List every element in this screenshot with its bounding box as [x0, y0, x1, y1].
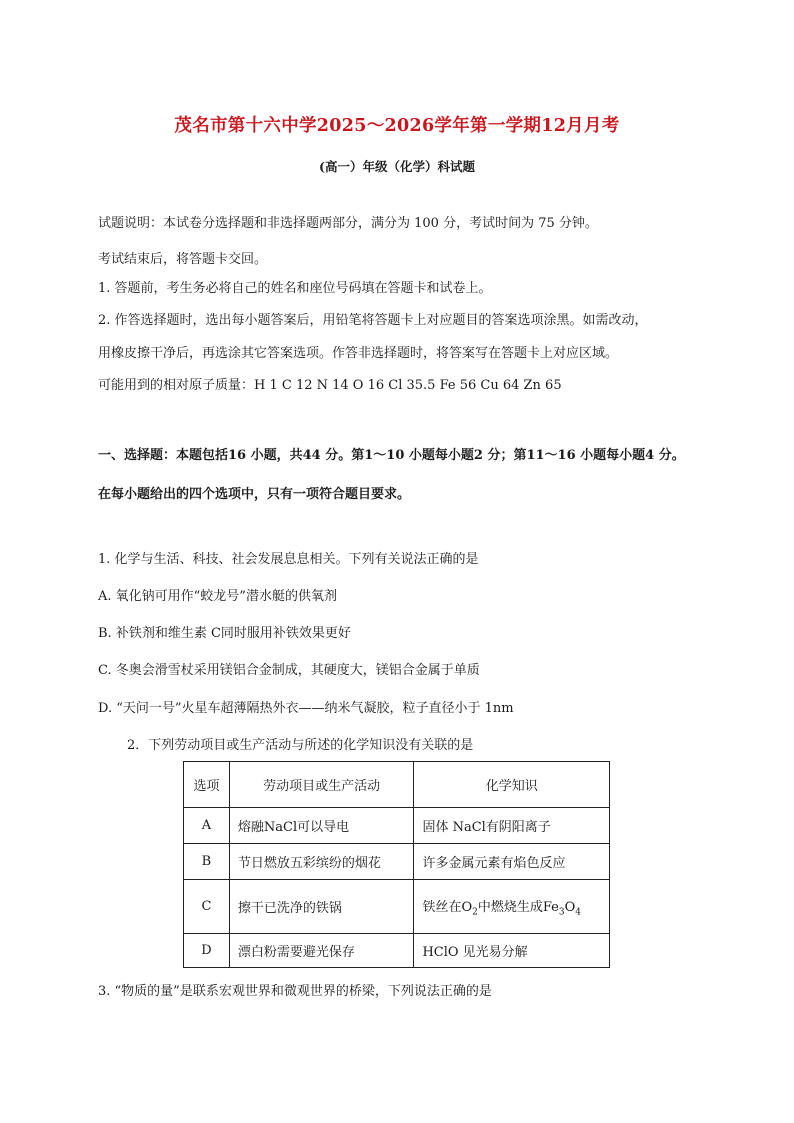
- instruction-line: 试题说明：本试卷分选择题和非选择题两部分，满分为 100 分，考试时间为 75 分钟。: [98, 216, 598, 231]
- table-cell-activity: 擦干已洗净的铁锅: [229, 880, 414, 934]
- subscript: 3: [558, 907, 565, 918]
- table-cell-activity: 漂白粉需要避光保存: [229, 934, 414, 968]
- table-cell-option: A: [184, 808, 230, 844]
- section-heading: 一、选择题：本题包括16 小题，共44 分。第1～10 小题每小题2 分；第11～16 小题每小题4 分。: [98, 448, 685, 463]
- table-row: [184, 844, 610, 880]
- table-header-cell: 选项: [184, 762, 230, 808]
- instruction-line: 用橡皮擦干净后，再选涂其它答案选项。作答非选择题时，将答案写在答题卡上对应区域。: [98, 346, 619, 361]
- atomic-mass-line: 可能用到的相对原子质量：H 1 C 12 N 14 O 16 Cl 35.5 Fe 56 Cu 64 Zn 65: [98, 378, 562, 393]
- table-header-cell: 劳动项目或生产活动: [229, 762, 414, 808]
- table-cell-activity: 节日燃放五彩缤纷的烟花: [229, 844, 414, 880]
- formula-text: 中燃烧生成Fe: [477, 899, 559, 915]
- table-cell-knowledge: HClO 见光易分解: [414, 934, 610, 968]
- table-row: [184, 934, 610, 968]
- table-cell-option: B: [184, 844, 230, 880]
- instruction-line: 1. 答题前，考生务必将自己的姓名和座位号码填在答题卡和试卷上。: [98, 281, 492, 296]
- subscript: 4: [575, 907, 581, 918]
- question-1-option-a: A. 氧化钠可用作“蛟龙号”潜水艇的供氧剂: [98, 589, 337, 604]
- question-3-stem: 3. “物质的量”是联系宏观世界和微观世界的桥梁，下列说法正确的是: [98, 984, 492, 999]
- table-cell-knowledge: [414, 880, 610, 934]
- table-cell-knowledge: 固体 NaCl有阴阳离子: [414, 808, 610, 844]
- question-1-option-c: C. 冬奥会滑雪杖采用镁铝合金制成，其硬度大，镁铝合金属于单质: [98, 663, 480, 678]
- table-header-cell: 化学知识: [414, 762, 610, 808]
- table-row: [184, 880, 610, 934]
- table-cell-knowledge: 许多金属元素有焰色反应: [414, 844, 610, 880]
- section-heading: 在每小题给出的四个选项中，只有一项符合题目要求。: [98, 487, 411, 502]
- question-1-stem: 1. 化学与生活、科技、社会发展息息相关。下列有关说法正确的是: [98, 552, 479, 567]
- question-1-option-d: D. “天问一号”火星车超薄隔热外衣——纳米气凝胶，粒子直径小于 1nm: [98, 701, 514, 716]
- question-2-stem: 2．下列劳动项目或生产活动与所述的化学知识没有关联的是: [127, 738, 474, 753]
- question-2-table: [183, 761, 610, 968]
- formula-text: O: [564, 899, 576, 915]
- table-cell-option: C: [184, 880, 230, 934]
- subscript: 2: [472, 907, 478, 918]
- table-cell-option: D: [184, 934, 230, 968]
- question-1-option-b: B. 补铁剂和维生素 C同时服用补铁效果更好: [98, 626, 351, 641]
- table-cell-activity: 熔融NaCl可以导电: [229, 808, 414, 844]
- formula-text: 铁丝在O: [422, 899, 473, 915]
- exam-title: 茂名市第十六中学2025～2026学年第一学期12月月考: [174, 116, 620, 136]
- table-row: [184, 808, 610, 844]
- instruction-line: 2. 作答选择题时，选出每小题答案后，用铅笔将答题卡上对应题目的答案选项涂黑。如需改动，: [98, 313, 648, 328]
- exam-subtitle: (高一）年级（化学）科试题: [319, 159, 475, 174]
- instruction-line: 考试结束后，将答题卡交回。: [98, 252, 268, 267]
- table-header-row: [184, 762, 610, 808]
